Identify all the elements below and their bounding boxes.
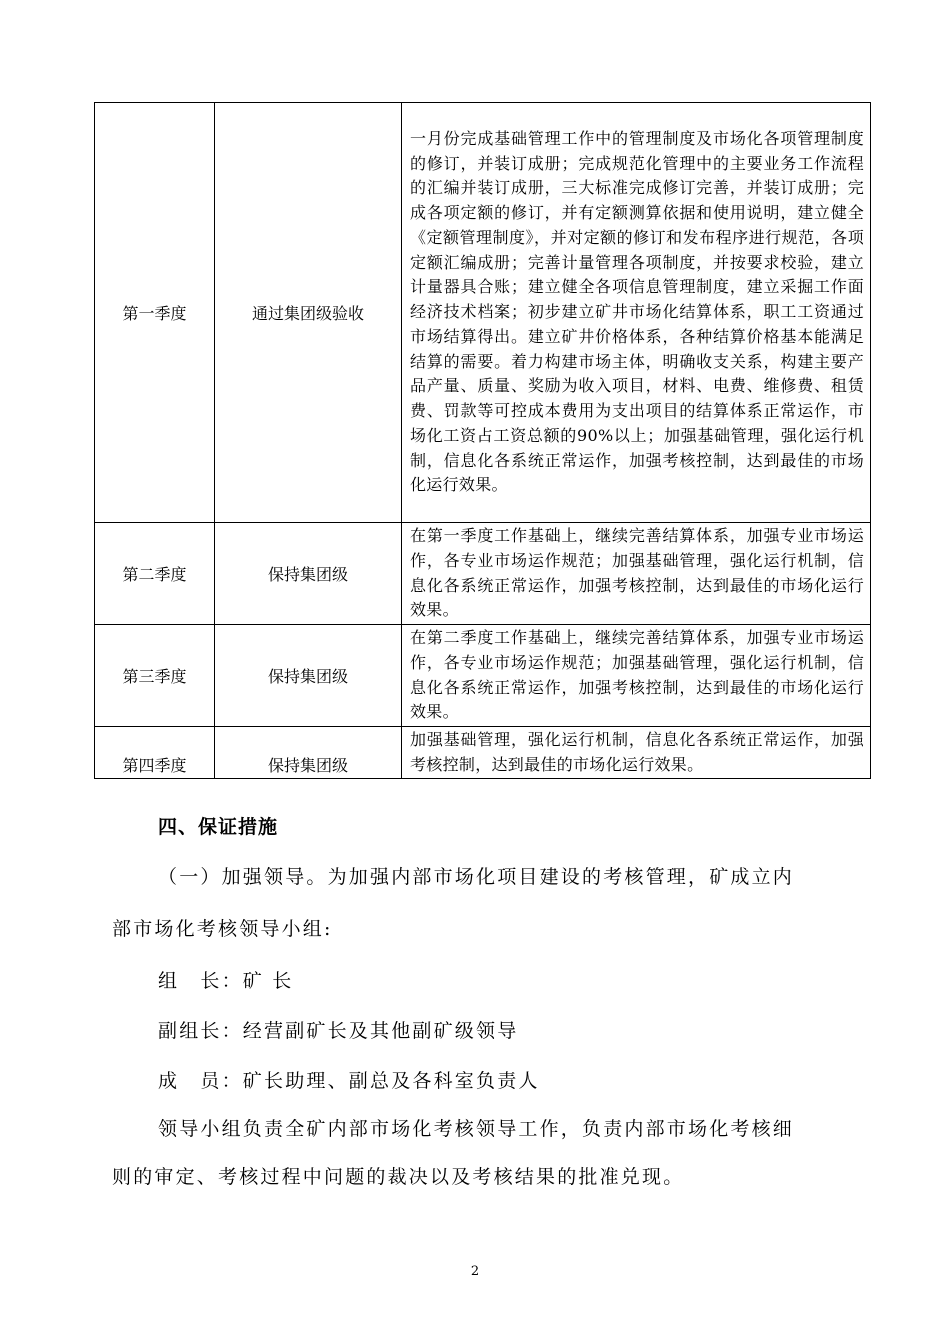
table-row (95, 523, 871, 625)
table-row (95, 727, 871, 779)
description-cell: 在第一季度工作基础上，继续完善结算体系，加强专业市场运作，各专业市场运作规范；加强基础管理，强化运行机制，信息化各系统正常运作，加强考核控制，达到最佳的市场化运行效果。 (402, 523, 871, 625)
paragraph: 部市场化考核领导小组: (112, 918, 333, 940)
quarter-cell: 第一季度 (95, 103, 215, 523)
page-number: 2 (470, 1264, 480, 1279)
leader-line: 组 长：矿 长 (158, 970, 294, 992)
paragraph: 则的审定、考核过程中问题的裁决以及考核结果的批准兑现。 (112, 1166, 685, 1188)
target-cell: 保持集团级 (215, 625, 402, 727)
quarter-cell: 第四季度 (95, 727, 215, 779)
target-cell: 保持集团级 (215, 727, 402, 779)
section-heading: 四、保证措施 (158, 816, 279, 838)
description-cell: 一月份完成基础管理工作中的管理制度及市场化各项管理制度的修订，并装订成册；完成规范化管理中的主要业务工作流程的汇编并装订成册，三大标准完成修订完善，并装订成册；完成各项定额的修订，并有定额测算依据和使用说明，建立健全《定额管理制度》，并对定额的修订和发布程序进行规范，各项定额汇编成册；完善计量管理各项制度，并按要求校验，建立计量器具合账；建立健全各项信息管理制度，建立采掘工作面经济技术档案；初步建立矿井市场化结算体系，职工工资通过市场结算得出。建立矿井价格体系，各种结算价格基本能满足结算的需要。着力构建市场主体，明确收支关系，构建主要产品产量、质量、奖励为收入项目，材料、电费、维修费、租赁费、罚款等可控成本费用为支出项目的结算体系正常运作，市场化工资占工资总额的90%以上；加强基础管理，强化运行机制，信息化各系统正常运作，加强考核控制，达到最佳的市场化运行效果。 (402, 103, 871, 523)
quarter-cell: 第三季度 (95, 625, 215, 727)
paragraph: （一）加强领导。为加强内部市场化项目建设的考核管理，矿成立内 (158, 866, 795, 888)
quarter-cell: 第二季度 (95, 523, 215, 625)
target-cell: 保持集团级 (215, 523, 402, 625)
members-line: 成 员：矿长助理、副总及各科室负责人 (158, 1070, 540, 1092)
description-cell: 加强基础管理，强化运行机制，信息化各系统正常运作，加强考核控制，达到最佳的市场化运行效果。 (402, 727, 871, 779)
table-row (95, 625, 871, 727)
deputy-leader-line: 副组长：经营副矿长及其他副矿级领导 (158, 1020, 519, 1042)
description-cell: 在第二季度工作基础上，继续完善结算体系，加强专业市场运作，各专业市场运作规范；加强基础管理，强化运行机制，信息化各系统正常运作，加强考核控制，达到最佳的市场化运行效果。 (402, 625, 871, 727)
table-row (95, 103, 871, 523)
quarterly-plan-table (94, 102, 871, 779)
paragraph: 领导小组负责全矿内部市场化考核领导工作，负责内部市场化考核细 (158, 1118, 795, 1140)
target-cell: 通过集团级验收 (215, 103, 402, 523)
